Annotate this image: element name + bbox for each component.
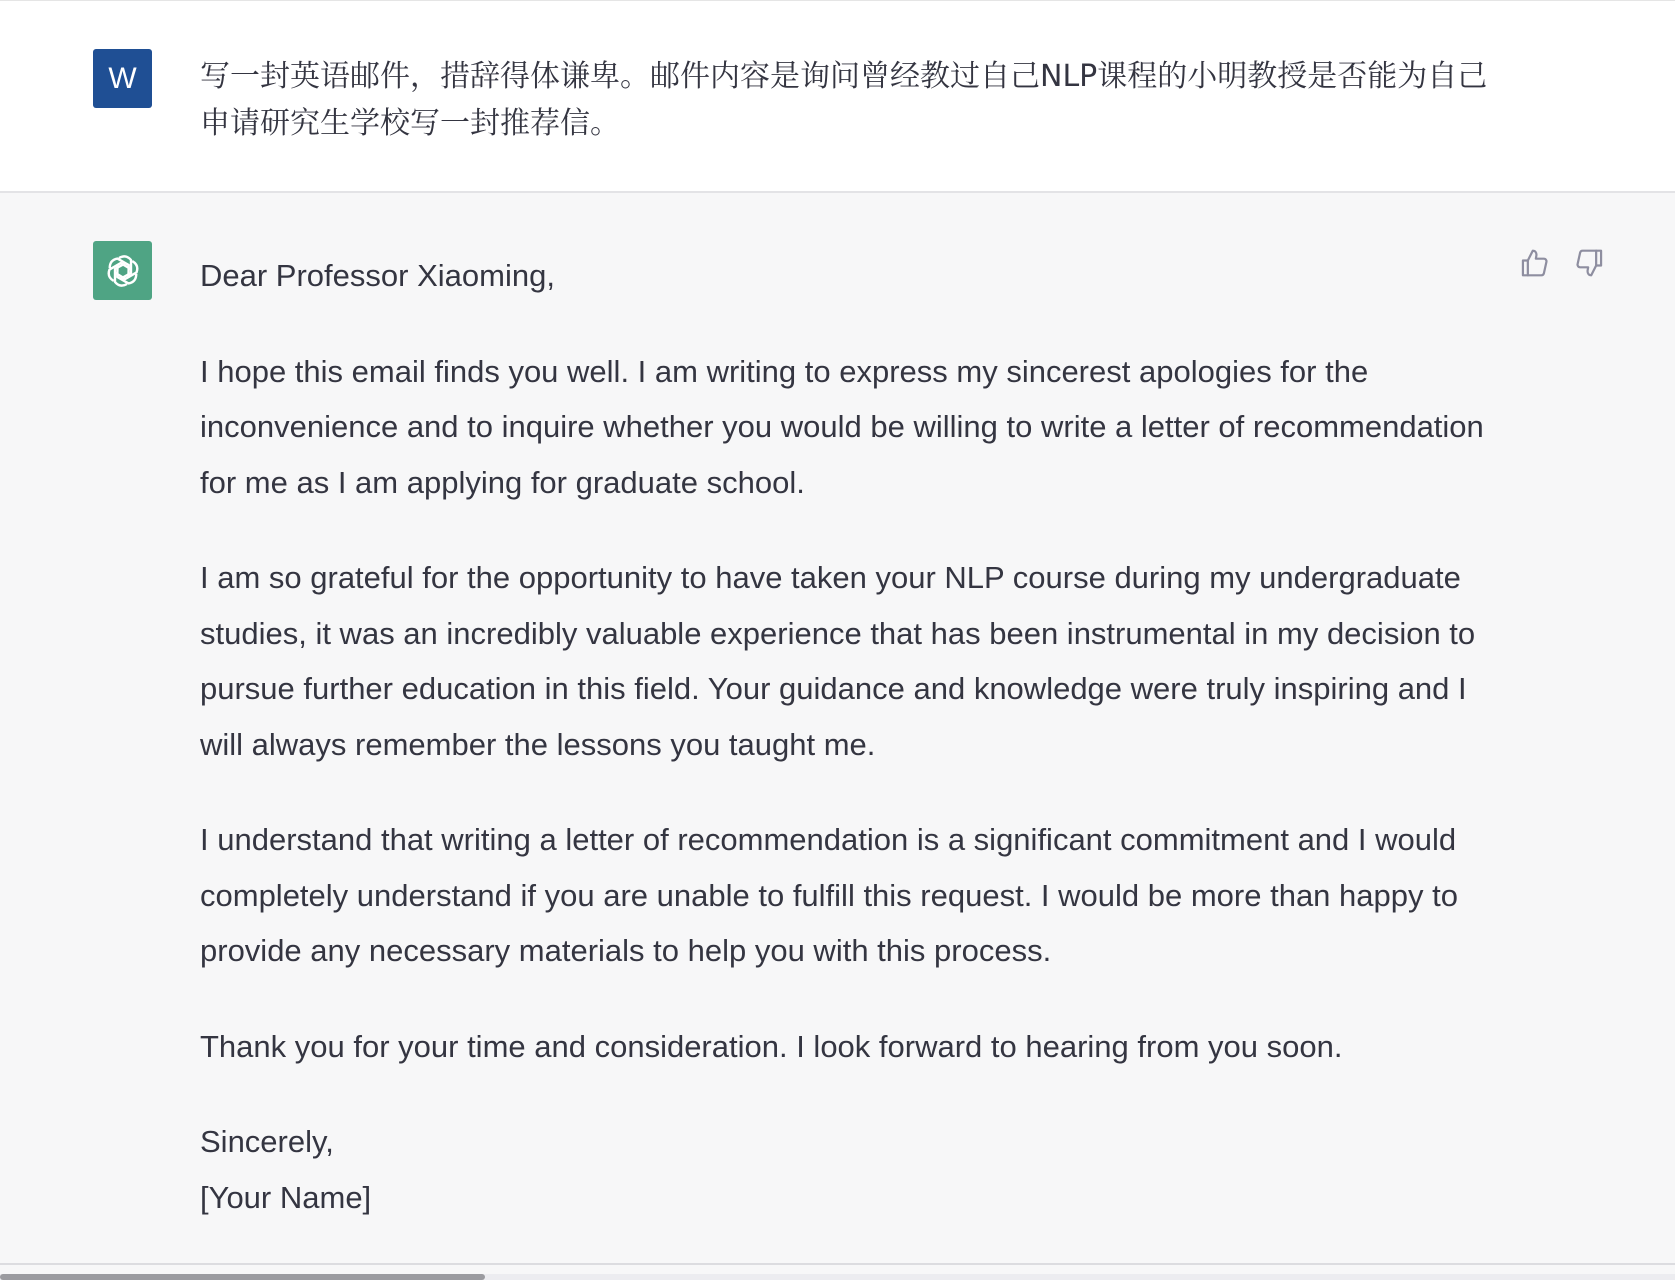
thumbs-down-button[interactable] — [1572, 245, 1608, 281]
email-signature: [Your Name] — [200, 1179, 372, 1215]
assistant-message-text — [200, 248, 1500, 1225]
email-closing: Sincerely, — [200, 1124, 334, 1159]
scrollbar-thumb[interactable] — [0, 1274, 485, 1280]
assistant-message — [0, 193, 1675, 1263]
email-paragraph: Thank you for your time and consideration. I look forward to hearing from you soon. — [200, 1028, 1343, 1064]
thumbs-up-button[interactable] — [1516, 245, 1552, 281]
email-paragraph: I hope this email finds you well. I am writing to express my sincerest apologies for the inconvenience and to inquire whether you would be willing to write a letter of recommendation for me as I am applying for graduate school. — [200, 353, 1484, 500]
email-paragraph: I understand that writing a letter of recommendation is a significant commitment and I would completely understand if you are unable to fulfill this request. I would be more than happy to provide any necessary materials to help you with this process. — [200, 822, 1458, 968]
bottom-divider — [0, 1263, 1675, 1265]
email-greeting: Dear Professor Xiaoming, — [200, 258, 555, 293]
email-paragraph: I am so grateful for the opportunity to have taken your NLP course during my undergraduate studies, it was an incredibly valuable experience that has been instrumental in my decision to pursue further education in this field. Your guidance and knowledge were truly inspiring and I will always remember the lessons you taught me. — [200, 560, 1476, 762]
openai-logo-icon — [101, 249, 145, 293]
thumbs-down-icon — [1575, 247, 1605, 279]
thumbs-up-icon — [1519, 247, 1549, 279]
user-avatar: W — [93, 49, 152, 108]
user-message — [0, 1, 1675, 193]
assistant-avatar — [93, 241, 152, 300]
user-message-text: 写一封英语邮件，措辞得体谦卑。邮件内容是询问曾经教过自己NLP课程的小明教授是否能为自己申请研究生学校写一封推荐信。 — [200, 59, 1488, 141]
